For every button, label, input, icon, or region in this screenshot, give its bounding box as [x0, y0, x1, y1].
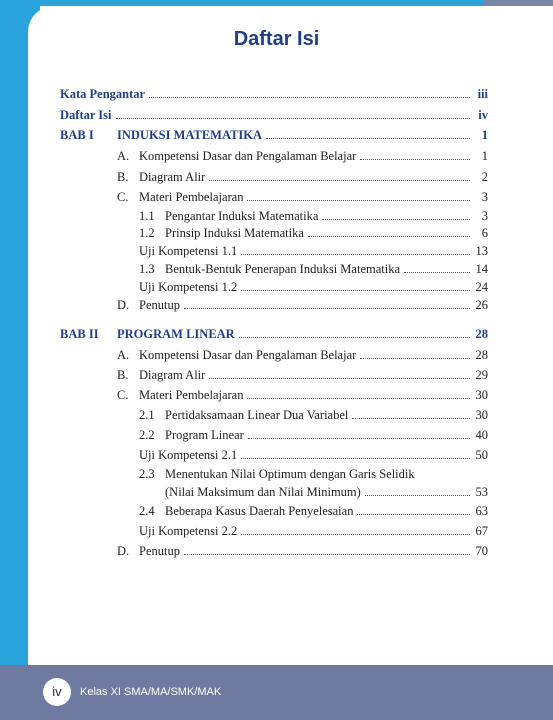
- page-number-badge: iv: [43, 678, 71, 706]
- toc-entry[interactable]: 2.3 Menentukan Nilai Optimum dengan Garis Selidik: [139, 467, 415, 481]
- chapter-code: BAB II: [60, 327, 99, 341]
- toc-entry[interactable]: Uji Kompetensi 2.2 67: [139, 524, 488, 538]
- toc-entry[interactable]: 1.1 Pengantar Induksi Matematika 3: [139, 209, 488, 223]
- toc-entry[interactable]: 2.1 Pertidaksamaan Linear Dua Variabel 30: [139, 408, 488, 422]
- page-title: Daftar Isi: [233, 28, 320, 50]
- toc-entry[interactable]: Uji Kompetensi 2.1 50: [139, 448, 488, 462]
- toc-entry[interactable]: 1.3 Bentuk-Bentuk Penerapan Induksi Matematika 14: [139, 262, 488, 276]
- toc-entry[interactable]: D. Penutup 70: [117, 544, 488, 558]
- toc-entry[interactable]: 1.2 Prinsip Induksi Matematika 6: [139, 226, 488, 240]
- toc-entry[interactable]: 2.2 Program Linear 40: [139, 428, 488, 442]
- toc-entry[interactable]: A. Kompetensi Dasar dan Pengalaman Belajar 28: [117, 348, 488, 362]
- toc-entry[interactable]: (Nilai Maksimum dan Nilai Minimum) 53: [165, 485, 488, 499]
- footer-text: Kelas XI SMA/MA/SMK/MAK: [80, 686, 222, 698]
- toc-entry-kata-pengantar[interactable]: Kata Pengantar iii: [60, 87, 488, 101]
- toc-entry[interactable]: A. Kompetensi Dasar dan Pengalaman Belajar 1: [117, 149, 488, 163]
- toc-entry[interactable]: C. Materi Pembelajaran 3: [117, 190, 488, 204]
- toc-entry[interactable]: 2.4 Beberapa Kasus Daerah Penyelesaian 63: [139, 504, 488, 518]
- toc-chapter-2[interactable]: PROGRAM LINEAR 28: [117, 327, 488, 341]
- toc-entry[interactable]: Uji Kompetensi 1.2 24: [139, 280, 488, 294]
- toc-entry-daftar-isi[interactable]: Daftar Isi iv: [60, 108, 488, 122]
- toc-entry[interactable]: B. Diagram Alir 2: [117, 170, 488, 184]
- toc-entry[interactable]: B. Diagram Alir 29: [117, 368, 488, 382]
- chapter-code: BAB I: [60, 128, 94, 142]
- toc-chapter-1[interactable]: INDUKSI MATEMATIKA 1: [117, 128, 488, 142]
- toc-entry[interactable]: D. Penutup 26: [117, 298, 488, 312]
- toc-entry[interactable]: C. Materi Pembelajaran 30: [117, 388, 488, 402]
- toc-entry[interactable]: Uji Kompetensi 1.1 13: [139, 244, 488, 258]
